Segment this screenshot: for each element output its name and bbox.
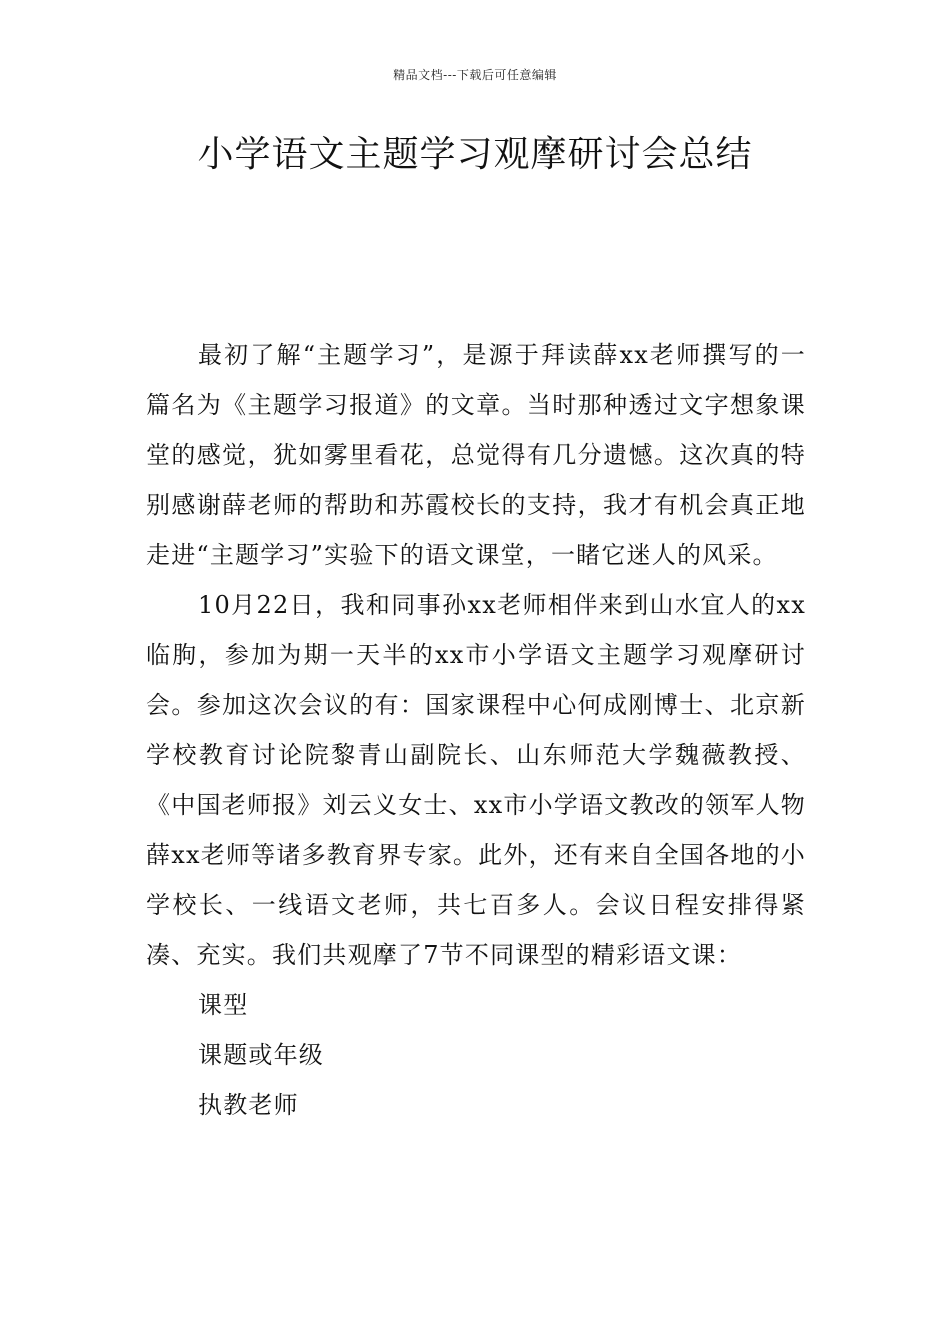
document-title: 小学语文主题学习观摩研讨会总结 xyxy=(197,134,753,175)
paragraph-conference: 10月22日，我和同事孙xx老师相伴来到山水宜人的xx临朐，参加为期一天半的xx市小学语文主题学习观摩研讨会。参加这次会议的有：国家课程中心何成刚博士、北京新学校教育讨论院黎青山副院长、山东师范大学魏薇教授、《中国老师报》刘云义女士、xx市小学语文教改的领军人物薛xx老师等诸多教育界专家。此外，还有来自全国各地的小学校长、一线语文老师，共七百多人。会议日程安排得紧凑、充实。我们共观摩了7节不同课型的精彩语文课： xyxy=(146,591,806,969)
table-header-teacher: 执教老师 xyxy=(198,1091,299,1119)
table-header-lesson-type: 课型 xyxy=(198,991,249,1019)
table-header-topic-grade: 课题或年级 xyxy=(198,1041,324,1069)
paragraph-intro: 最初了解“主题学习”，是源于拜读薛xx老师撰写的一篇名为《主题学习报道》的文章。当时那种透过文字想象课堂的感觉，犹如雾里看花，总觉得有几分遗憾。这次真的特别感谢薛老师的帮助和苏霞校长的支持，我才有机会真正地走进“主题学习”实验下的语文课堂，一睹它迷人的风采。 xyxy=(146,341,806,569)
document-body xyxy=(146,330,806,1130)
header-note: 精品文档---下载后可任意编辑 xyxy=(393,68,557,82)
